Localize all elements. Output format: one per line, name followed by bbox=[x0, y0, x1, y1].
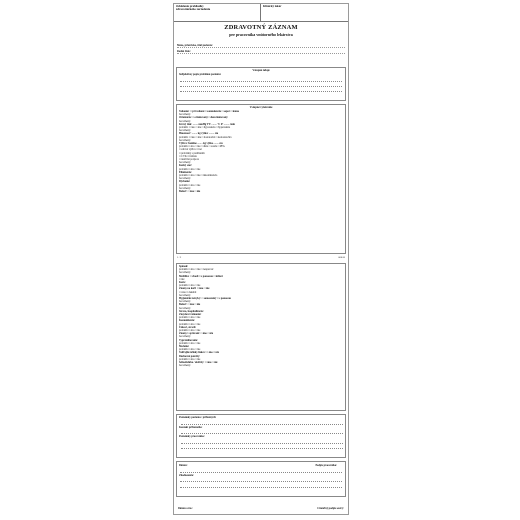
exam-line: problém □ áno □ nie bbox=[179, 183, 201, 187]
dotted-line[interactable] bbox=[180, 468, 342, 472]
eval-date: Dátum: bbox=[179, 464, 188, 467]
header-right-cell bbox=[261, 4, 348, 21]
birth-number-field[interactable]: Rodné číslo: bbox=[177, 50, 345, 54]
exam-line: Kožný stav: bbox=[179, 164, 193, 168]
exam-line: □ nutričná podpora bbox=[179, 158, 199, 162]
cont-line: Komunikácia: bbox=[179, 319, 195, 323]
section-initial-title: Vstupné údaje bbox=[252, 69, 270, 72]
cont-line: Koža: bbox=[179, 281, 186, 285]
section-evaluation bbox=[176, 461, 346, 497]
form-footer bbox=[178, 507, 344, 510]
cont-line: bez zmeny: bbox=[179, 300, 191, 304]
cont-line: Vedľajšie účinky liekov: □ áno □ nie bbox=[179, 351, 219, 355]
cont-line: □ iné bbox=[179, 277, 185, 281]
eval-sign: Podpis pracovníka: bbox=[315, 464, 337, 467]
cont-line: Mobilita: □ chodí □ s pomocou □ ležiaci bbox=[179, 274, 223, 278]
exam-lines bbox=[177, 110, 345, 193]
exam-line: Bolesť: □ áno □ nie bbox=[179, 190, 201, 194]
patient-name-field[interactable]: Meno, priezvisko, titul pacienta: bbox=[177, 44, 345, 48]
cont-line: Strava, hospitalizácia: bbox=[179, 309, 204, 313]
cont-line: Duchovné potreby: bbox=[179, 354, 201, 358]
notes-line: Kontakt príbuzného: bbox=[179, 425, 203, 429]
form-header bbox=[174, 4, 348, 22]
exam-line: □ CVK □ infúzia bbox=[179, 154, 197, 158]
exam-line: bez zmeny: bbox=[179, 177, 191, 181]
cont-lines bbox=[177, 264, 345, 368]
footer-datetime[interactable]: Dátum a čas: bbox=[178, 506, 193, 510]
header-right-line1: Klinický lekár bbox=[263, 4, 282, 8]
exam-line: Vedomie: □ pri vedomí □ somnolencia □ sopor □ kóma bbox=[179, 110, 239, 113]
cont-line: bez zmeny: bbox=[179, 364, 191, 368]
page-number-left: 1 / 2 bbox=[177, 256, 182, 259]
cont-line: problém □ áno □ nie bbox=[179, 357, 201, 361]
cont-line: problém □ áno □ nie bbox=[179, 284, 201, 288]
cont-line: □ rana □ dekubit bbox=[179, 290, 197, 294]
section-notes bbox=[176, 414, 346, 458]
eval-summary: Zhodnotenie: bbox=[179, 473, 194, 477]
exam-line: bez zmeny: bbox=[179, 186, 191, 190]
exam-line: bez zmeny: bbox=[179, 113, 191, 117]
exam-line: Krvný tlak: ........ mmHg TT: ........ °C P: ........ /min bbox=[179, 122, 235, 126]
cont-line: Vyprázdňovanie: bbox=[179, 338, 198, 342]
cont-line: Zmeny v správaní: □ áno □ nie bbox=[179, 332, 213, 336]
cont-line: bez zmeny: bbox=[179, 271, 191, 275]
exam-line: bez zmeny: bbox=[179, 138, 191, 142]
exam-line: problém: □ áno □ nie □ dostatočná □ nedostatočná bbox=[179, 135, 232, 139]
cont-line: Hygienické návyky: □ samostatný □ s pomocou bbox=[179, 297, 231, 301]
dotted-line[interactable] bbox=[180, 83, 342, 87]
cont-line: problém □ áno □ nie bbox=[179, 341, 201, 345]
cont-line: problém □ áno □ nie □ nespavosť bbox=[179, 268, 214, 272]
dotted-line[interactable] bbox=[181, 445, 343, 449]
dotted-line[interactable] bbox=[181, 439, 343, 443]
section-exam-title: Vstupné vyšetrenie bbox=[249, 106, 273, 109]
form-title bbox=[174, 24, 348, 37]
notes-lines bbox=[177, 415, 345, 449]
footer-signature[interactable]: Čitateľný podpis sestry: bbox=[317, 506, 344, 510]
exam-line: Dýchanie: bbox=[179, 180, 191, 184]
exam-line: bez zmeny: bbox=[179, 119, 191, 123]
exam-line: Výživa: bazálne ........ kg výška ........ cm bbox=[179, 142, 223, 146]
top-fields bbox=[177, 44, 345, 54]
section-examination bbox=[176, 104, 346, 254]
header-left-line2: zdravotníckeho zariadenia bbox=[176, 7, 211, 12]
dotted-line[interactable] bbox=[181, 430, 343, 434]
dotted-line[interactable] bbox=[180, 88, 342, 92]
dotted-line[interactable] bbox=[180, 77, 342, 81]
cont-line: Úzkosť, strach: bbox=[179, 325, 197, 329]
dotted-line[interactable] bbox=[180, 478, 342, 482]
exam-line: Orientácia: □ orientovaný □ dezorientovaný bbox=[179, 116, 228, 120]
exam-line: Eliminácia: bbox=[179, 170, 192, 174]
exam-line: problém □ áno □ nie □ inkontinencia bbox=[179, 174, 218, 178]
title-sub: pre pracovníka vnútorného lekárstva bbox=[229, 31, 293, 37]
cont-line: bez zmeny: bbox=[179, 335, 191, 339]
cont-line: Močenie: bbox=[179, 345, 190, 349]
form-page bbox=[173, 3, 349, 515]
section-initial-data bbox=[176, 67, 346, 101]
cont-line: bez zmeny: bbox=[179, 293, 191, 297]
cont-line: Spánok: bbox=[179, 265, 189, 268]
cont-line: problém □ áno □ nie bbox=[179, 316, 201, 320]
dotted-line[interactable] bbox=[181, 420, 343, 424]
initial-line: Subjektívny popis problému pacienta: bbox=[179, 73, 222, 76]
cont-line: Sebaobsluha / aktivity: □ áno □ nie bbox=[179, 361, 218, 365]
dotted-line[interactable] bbox=[180, 483, 342, 487]
exam-line: bez zmeny: bbox=[179, 161, 191, 165]
title-main: ZDRAVOTNÝ ZÁZNAM bbox=[224, 24, 298, 31]
exam-line: problém □ áno □ nie bbox=[179, 167, 201, 171]
exam-line: problém □ áno □ nie □ diéta □ sonda □ PEG bbox=[179, 145, 225, 149]
cont-line: problém □ áno □ nie bbox=[179, 322, 201, 326]
page-number-right: 000 00 bbox=[338, 256, 345, 259]
cont-line: Bolesť: □ áno □ nie bbox=[179, 303, 201, 307]
cont-line: Zmyslové vnímanie: bbox=[179, 313, 202, 317]
exam-line: □ problémy s prehĺtaním bbox=[179, 151, 205, 155]
eval-date-row bbox=[177, 462, 345, 467]
header-left-line1: Oddelenie prehliadky bbox=[176, 4, 204, 8]
cont-line: problém □ áno □ nie bbox=[179, 348, 201, 352]
notes-line: Poznámky pacienta / príbuzných: bbox=[179, 416, 217, 419]
exam-line: □ zdravá výživa □ iné bbox=[179, 148, 202, 152]
exam-line: Hmotnosť: ........ kg výška: ........ cm bbox=[179, 132, 219, 136]
notes-line: Poznámky pracovníka: bbox=[179, 435, 205, 439]
exam-line: bez zmeny: bbox=[179, 129, 191, 133]
section-continuation bbox=[176, 263, 346, 411]
cont-line: Zmeny na koži: □ áno □ nie bbox=[179, 287, 210, 291]
header-left-cell bbox=[174, 4, 261, 21]
exam-line: problém: □ áno □ nie □ hypotenzia □ hypertenzia bbox=[179, 126, 231, 130]
cont-line: problém □ áno □ nie bbox=[179, 329, 201, 333]
cont-line: bez zmeny: bbox=[179, 306, 191, 310]
